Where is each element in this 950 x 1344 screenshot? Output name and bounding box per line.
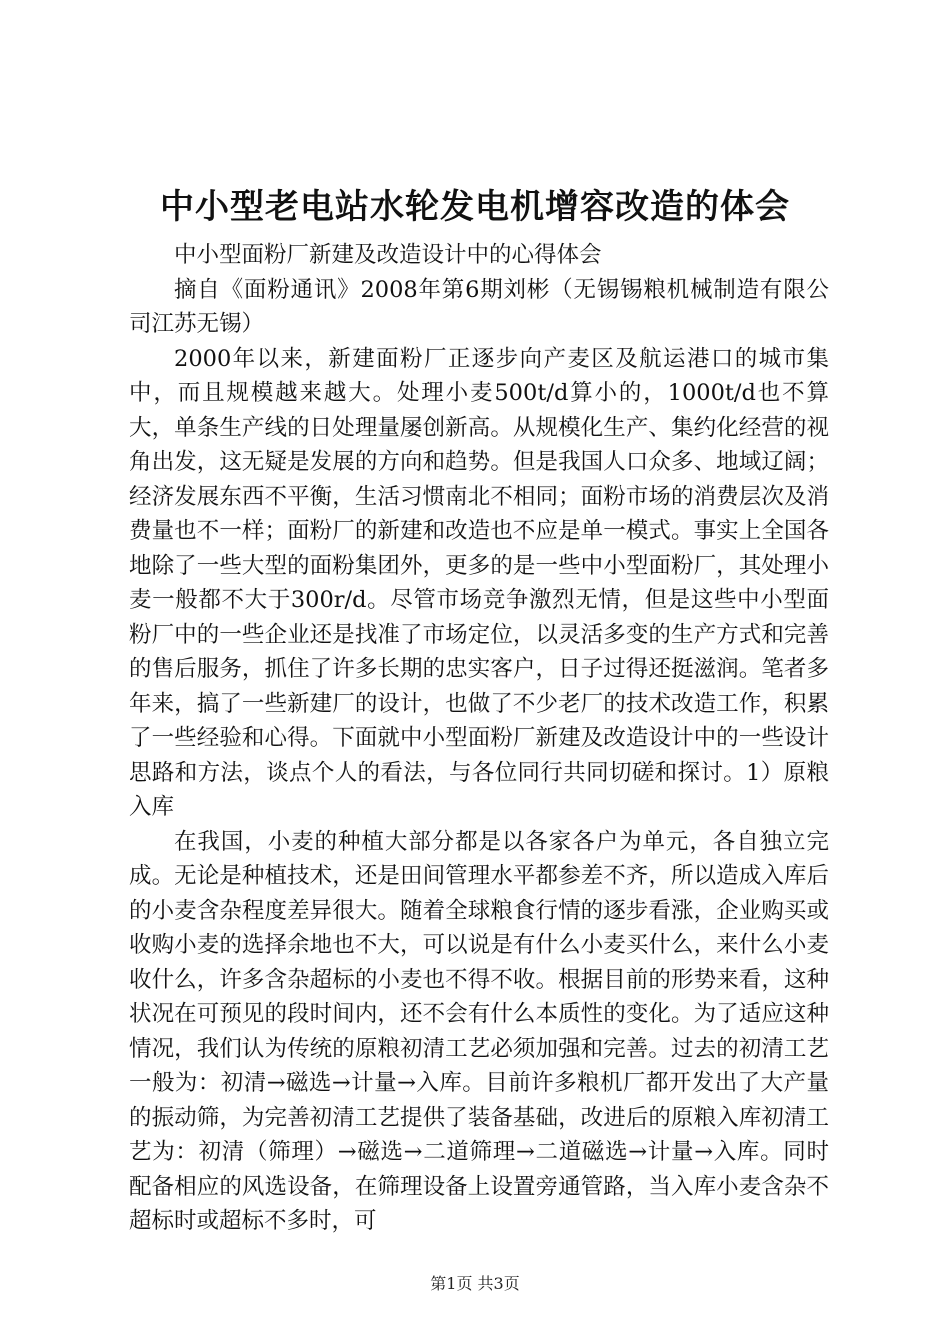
subtitle-paragraph: 中小型面粉厂新建及改造设计中的心得体会	[174, 242, 602, 268]
page-number-footer: 第1页 共3页	[430, 1274, 520, 1293]
document-title: 中小型老电站水轮发电机增容改造的体会	[160, 187, 790, 227]
document-body	[129, 238, 829, 1239]
body-paragraph: 2000年以来，新建面粉厂正逐步向产麦区及航运港口的城市集中，而且规模越来越大。处理小麦500t/d算小的，1000t/d也不算大，单条生产线的日处理量屡创新高。从规模化生产、集约化经营的视角出发，这无疑是发展的方向和趋势。但是我国人口众多、地域辽阔；经济发展东西不平衡，生活习惯南北不相同；面粉市场的消费层次及消费量也不一样；面粉厂的新建和改造也不应是单一模式。事实上全国各地除了一些大型的面粉集团外，更多的是一些中小型面粉厂，其处理小麦一般都不大于300r/d。尽管市场竞争激烈无情，但是这些中小型面粉厂中的一些企业还是找准了市场定位，以灵活多变的生产方式和完善的售后服务，抓住了许多长期的忠实客户，日子过得还挺滋润。笔者多年来，搞了一些新建厂的设计，也做了不少老厂的技术改造工作，积累了一些经验和心得。下面就中小型面粉厂新建及改造设计中的一些设计思路和方法，谈点个人的看法，与各位同行共同切磋和探讨。1）原粮入库	[129, 345, 829, 820]
source-paragraph: 摘自《面粉通讯》2008年第6期刘彬（无锡锡粮机械制造有限公司江苏无锡）	[129, 276, 829, 337]
body-paragraph: 在我国，小麦的种植大部分都是以各家各户为单元，各自独立完成。无论是种植技术，还是田间管理水平都参差不齐，所以造成入库后的小麦含杂程度差异很大。随着全球粮食行情的逐步看涨，企业购买或收购小麦的选择余地也不大，可以说是有什么小麦买什么，来什么小麦收什么，许多含杂超标的小麦也不得不收。根据目前的形势来看，这种状况在可预见的段时间内，还不会有什么本质性的变化。为了适应这种情况，我们认为传统的原粮初清工艺必须加强和完善。过去的初清工艺一般为：初清→磁选→计量→入库。目前许多粮机厂都开发出了大产量的振动筛，为完善初清工艺提供了装备基础，改进后的原粮入库初清工艺为：初清（筛理）→磁选→二道筛理→二道磁选→计量→入库。同时配备相应的风选设备，在筛理设备上设置旁通管路，当入库小麦含杂不超标时或超标不多时，可	[129, 828, 829, 1234]
